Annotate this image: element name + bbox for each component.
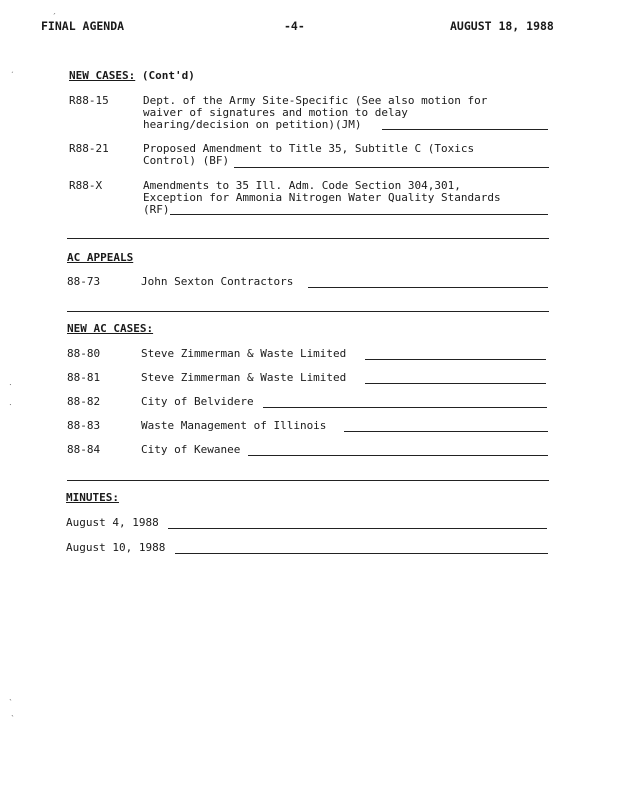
fill-line bbox=[263, 407, 547, 408]
ac-appeals-title: AC APPEALS bbox=[67, 251, 134, 264]
scan-speck: ˑ bbox=[8, 381, 13, 390]
fill-line bbox=[168, 528, 547, 529]
case-number: R88-21 bbox=[69, 142, 109, 155]
case-description: Waste Management of Illinois bbox=[141, 419, 327, 432]
case-number: 88-82 bbox=[67, 395, 101, 408]
fill-line bbox=[365, 359, 546, 360]
header-date: AUGUST 18, 1988 bbox=[450, 19, 554, 33]
case-description-line: Proposed Amendment to Title 35, Subtitle C (Toxics bbox=[143, 142, 475, 155]
scan-speck: ˏ bbox=[52, 5, 57, 14]
scan-speck: ˎ bbox=[10, 707, 15, 716]
new-cases-heading bbox=[69, 70, 195, 82]
section-divider bbox=[67, 238, 549, 239]
case-description-line: hearing/decision on petition)(JM) bbox=[143, 118, 362, 131]
scan-speck: ˎ bbox=[8, 691, 13, 700]
header-left: FINAL AGENDA bbox=[41, 19, 125, 33]
new-cases-suffix: (Cont'd) bbox=[141, 69, 195, 82]
case-description: City of Belvidere bbox=[141, 395, 254, 408]
page-number: -4- bbox=[284, 19, 305, 33]
section-divider bbox=[67, 311, 549, 312]
case-number: 88-80 bbox=[67, 347, 101, 360]
fill-line bbox=[382, 129, 548, 130]
case-description: City of Kewanee bbox=[141, 443, 241, 456]
case-number: 88-84 bbox=[67, 443, 101, 456]
case-number: R88-X bbox=[69, 179, 103, 192]
fill-line bbox=[170, 214, 548, 215]
new-ac-cases-title: NEW AC CASES: bbox=[67, 322, 154, 335]
case-description: John Sexton Contractors bbox=[141, 275, 294, 288]
fill-line bbox=[365, 383, 546, 384]
case-number: 88-83 bbox=[67, 419, 101, 432]
scan-speck: ˊ bbox=[10, 71, 15, 80]
case-description-line: (RF) bbox=[143, 203, 170, 216]
fill-line bbox=[308, 287, 548, 288]
case-description-line: Exception for Ammonia Nitrogen Water Quality Standards bbox=[143, 191, 501, 204]
case-number: 88-73 bbox=[67, 275, 101, 288]
case-description-line: Control) (BF) bbox=[143, 154, 230, 167]
minutes-entry: August 10, 1988 bbox=[66, 541, 166, 554]
case-description: Steve Zimmerman & Waste Limited bbox=[141, 347, 347, 360]
section-divider bbox=[67, 480, 549, 481]
case-description-line: waiver of signatures and motion to delay bbox=[143, 106, 408, 119]
case-description-line: Amendments to 35 Ill. Adm. Code Section 304,301, bbox=[143, 179, 461, 192]
new-cases-title: NEW CASES: bbox=[69, 69, 136, 82]
minutes-title: MINUTES: bbox=[66, 491, 119, 504]
case-description: Steve Zimmerman & Waste Limited bbox=[141, 371, 347, 384]
fill-line bbox=[248, 455, 548, 456]
minutes-entry: August 4, 1988 bbox=[66, 516, 159, 529]
fill-line bbox=[175, 553, 548, 554]
case-number: 88-81 bbox=[67, 371, 101, 384]
case-number: R88-15 bbox=[69, 94, 109, 107]
fill-line bbox=[344, 431, 548, 432]
fill-line bbox=[234, 167, 549, 168]
scan-speck: ˑ bbox=[8, 401, 13, 410]
case-description-line: Dept. of the Army Site-Specific (See also motion for bbox=[143, 94, 488, 107]
